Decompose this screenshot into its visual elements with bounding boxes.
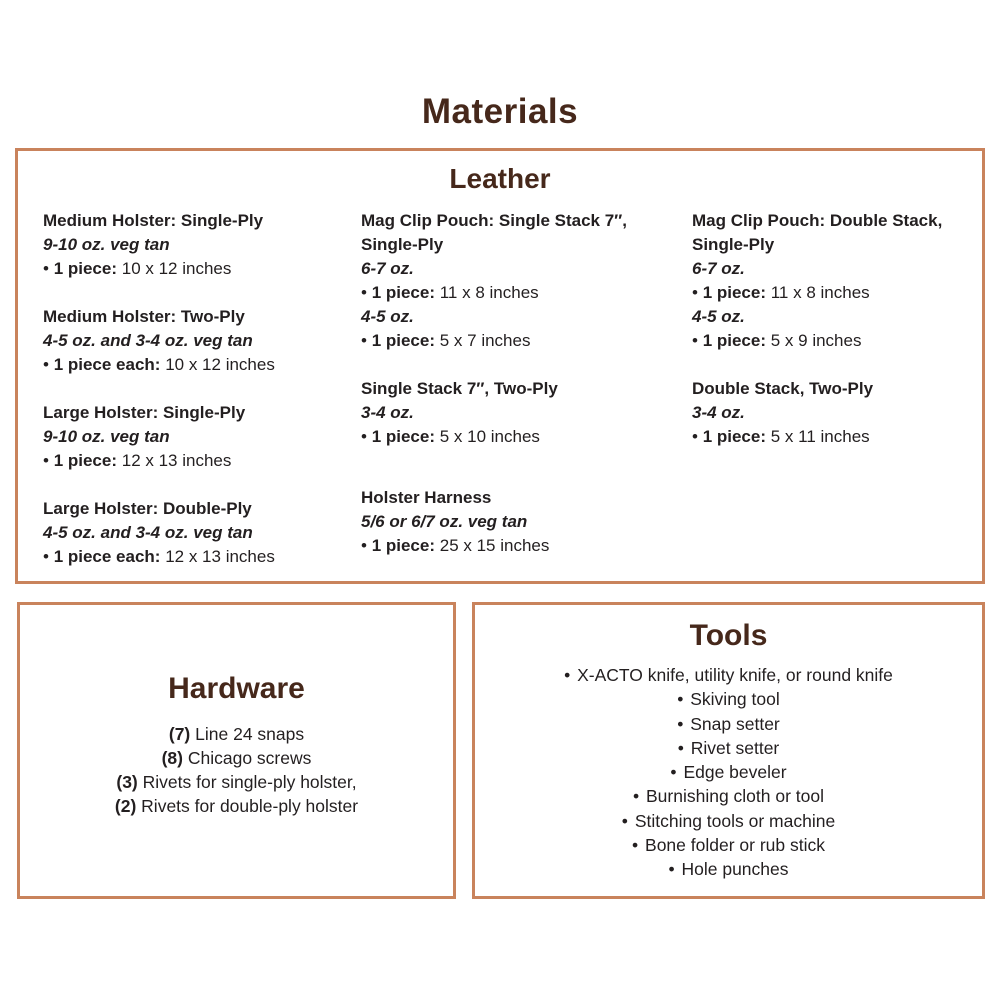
leather-item-weight: 4-5 oz. and 3-4 oz. veg tan bbox=[43, 523, 253, 542]
bullet-icon: • bbox=[677, 737, 684, 758]
leather-item-weight: 4-5 oz. and 3-4 oz. veg tan bbox=[43, 331, 253, 350]
leather-piece-row bbox=[43, 449, 361, 473]
leather-item-double-stack-two-ply bbox=[692, 377, 982, 449]
piece-label: 1 piece each: bbox=[53, 547, 161, 566]
hardware-item bbox=[162, 746, 312, 770]
leather-item-weight: 6-7 oz. bbox=[361, 259, 414, 278]
leather-item-title: Large Holster: Double-Ply bbox=[43, 499, 252, 518]
leather-heading: Leather bbox=[449, 163, 551, 194]
piece-label: 1 piece: bbox=[702, 427, 766, 446]
leather-piece-row bbox=[692, 425, 982, 449]
leather-section bbox=[15, 148, 985, 584]
leather-piece-row bbox=[43, 257, 361, 281]
tools-item bbox=[475, 833, 982, 857]
tools-item bbox=[475, 736, 982, 760]
piece-label: 1 piece: bbox=[371, 283, 435, 302]
bullet-icon: • bbox=[668, 859, 675, 880]
piece-size: 12 x 13 inches bbox=[165, 547, 275, 566]
piece-size: 11 x 8 inches bbox=[770, 283, 870, 302]
hardware-text: Rivets for double-ply holster bbox=[141, 795, 359, 816]
leather-item-title: Holster Harness bbox=[361, 488, 492, 507]
tool-text: Rivet setter bbox=[690, 737, 780, 758]
piece-size: 10 x 12 inches bbox=[121, 259, 232, 278]
tool-text: Bone folder or rub stick bbox=[645, 835, 825, 856]
tools-heading: Tools bbox=[689, 619, 768, 652]
hardware-qty: (7) bbox=[168, 723, 191, 744]
bullet-icon: • bbox=[632, 786, 640, 807]
bullet-icon: • bbox=[361, 427, 367, 446]
leather-piece-row bbox=[692, 329, 982, 353]
piece-label: 1 piece: bbox=[371, 536, 435, 555]
tool-text: X-ACTO knife, utility knife, or round knife bbox=[577, 665, 893, 685]
piece-size: 12 x 13 inches bbox=[121, 451, 232, 470]
leather-item-holster-harness bbox=[361, 486, 692, 558]
tools-item bbox=[475, 784, 982, 808]
tool-text: Snap setter bbox=[690, 713, 780, 734]
piece-size: 10 x 12 inches bbox=[165, 355, 275, 374]
hardware-item bbox=[115, 794, 358, 818]
tools-section bbox=[472, 602, 985, 899]
leather-item-weight: 5/6 or 6/7 oz. veg tan bbox=[361, 512, 528, 531]
leather-column-1 bbox=[43, 209, 361, 569]
hardware-heading: Hardware bbox=[168, 671, 305, 705]
bullet-icon: • bbox=[361, 331, 367, 350]
leather-item-weight: 4-5 oz. bbox=[361, 307, 414, 326]
leather-item-mag-pouch-double-stack bbox=[692, 209, 982, 353]
piece-size: 5 x 11 inches bbox=[770, 427, 870, 446]
leather-item-title: Single Stack 7″, Two-Ply bbox=[361, 379, 558, 398]
piece-size: 25 x 15 inches bbox=[439, 536, 550, 555]
leather-piece-row bbox=[361, 534, 692, 558]
leather-piece-row bbox=[361, 281, 692, 305]
leather-item-weight: 6-7 oz. bbox=[692, 259, 745, 278]
bullet-icon: • bbox=[43, 547, 49, 566]
leather-item-mag-pouch-single-stack bbox=[361, 209, 692, 353]
leather-item-weight: 3-4 oz. bbox=[692, 403, 745, 422]
leather-item-title: Mag Clip Pouch: Double Stack, Single-Ply bbox=[692, 211, 943, 254]
tools-item bbox=[475, 809, 982, 833]
bullet-icon: • bbox=[677, 713, 684, 734]
piece-label: 1 piece: bbox=[53, 451, 117, 470]
piece-label: 1 piece: bbox=[371, 427, 435, 446]
bullet-icon: • bbox=[677, 689, 684, 710]
piece-label: 1 piece: bbox=[702, 331, 766, 350]
piece-label: 1 piece: bbox=[371, 331, 435, 350]
tools-item bbox=[475, 760, 982, 784]
leather-item-weight: 9-10 oz. veg tan bbox=[43, 235, 170, 254]
bullet-icon: • bbox=[621, 810, 628, 831]
hardware-qty: (2) bbox=[114, 795, 137, 816]
leather-item-title: Double Stack, Two-Ply bbox=[692, 379, 874, 398]
leather-column-3 bbox=[692, 209, 982, 569]
leather-piece-row bbox=[43, 545, 361, 569]
leather-piece-row bbox=[692, 281, 982, 305]
leather-item-weight: 3-4 oz. bbox=[361, 403, 414, 422]
hardware-qty: (3) bbox=[116, 771, 138, 792]
tool-text: Burnishing cloth or tool bbox=[645, 786, 825, 807]
hardware-qty: (8) bbox=[161, 747, 183, 768]
tools-item bbox=[475, 857, 982, 881]
tool-text: Edge beveler bbox=[683, 762, 787, 783]
tools-item bbox=[475, 663, 982, 687]
bullet-icon: • bbox=[43, 355, 49, 374]
leather-piece-row bbox=[361, 425, 692, 449]
bullet-icon: • bbox=[692, 427, 698, 446]
bullet-icon: • bbox=[670, 762, 677, 783]
hardware-item bbox=[169, 722, 304, 746]
leather-item-title: Large Holster: Single-Ply bbox=[43, 403, 246, 422]
leather-piece-row bbox=[43, 353, 361, 377]
leather-columns bbox=[18, 195, 982, 569]
bullet-icon: • bbox=[43, 259, 49, 278]
tool-text: Hole punches bbox=[681, 859, 789, 880]
hardware-text: Rivets for single-ply holster, bbox=[142, 771, 357, 792]
leather-item-medium-holster-two-ply bbox=[43, 305, 361, 377]
tool-text: Skiving tool bbox=[690, 689, 780, 710]
hardware-section bbox=[17, 602, 456, 899]
leather-column-2 bbox=[361, 209, 692, 569]
leather-item-large-holster-single-ply bbox=[43, 401, 361, 473]
bullet-icon: • bbox=[564, 665, 571, 685]
hardware-text: Chicago screws bbox=[187, 747, 312, 768]
leather-piece-row bbox=[361, 329, 692, 353]
leather-item-single-stack-two-ply bbox=[361, 377, 692, 449]
hardware-item bbox=[116, 770, 356, 794]
piece-size: 5 x 7 inches bbox=[439, 331, 531, 350]
piece-size: 5 x 10 inches bbox=[439, 427, 540, 446]
leather-item-title: Medium Holster: Single-Ply bbox=[43, 211, 264, 230]
piece-label: 1 piece: bbox=[53, 259, 117, 278]
leather-item-large-holster-double-ply bbox=[43, 497, 361, 569]
bullet-icon: • bbox=[632, 835, 639, 856]
leather-item-title: Mag Clip Pouch: Single Stack 7″, Single-Ply bbox=[361, 211, 628, 254]
leather-item-weight: 9-10 oz. veg tan bbox=[43, 427, 170, 446]
bullet-icon: • bbox=[692, 331, 698, 350]
bullet-icon: • bbox=[361, 283, 367, 302]
tools-item bbox=[475, 687, 982, 711]
leather-item-medium-holster-single-ply bbox=[43, 209, 361, 281]
piece-size: 5 x 9 inches bbox=[770, 331, 862, 350]
piece-label: 1 piece each: bbox=[53, 355, 161, 374]
bullet-icon: • bbox=[361, 536, 367, 555]
tool-text: Stitching tools or machine bbox=[634, 810, 836, 831]
tools-item bbox=[475, 712, 982, 736]
page-title: Materials bbox=[421, 92, 579, 131]
leather-item-weight: 4-5 oz. bbox=[692, 307, 745, 326]
piece-label: 1 piece: bbox=[702, 283, 766, 302]
bullet-icon: • bbox=[43, 451, 49, 470]
piece-size: 11 x 8 inches bbox=[439, 283, 539, 302]
hardware-text: Line 24 snaps bbox=[195, 723, 305, 744]
leather-item-title: Medium Holster: Two-Ply bbox=[43, 307, 245, 326]
bullet-icon: • bbox=[692, 283, 698, 302]
